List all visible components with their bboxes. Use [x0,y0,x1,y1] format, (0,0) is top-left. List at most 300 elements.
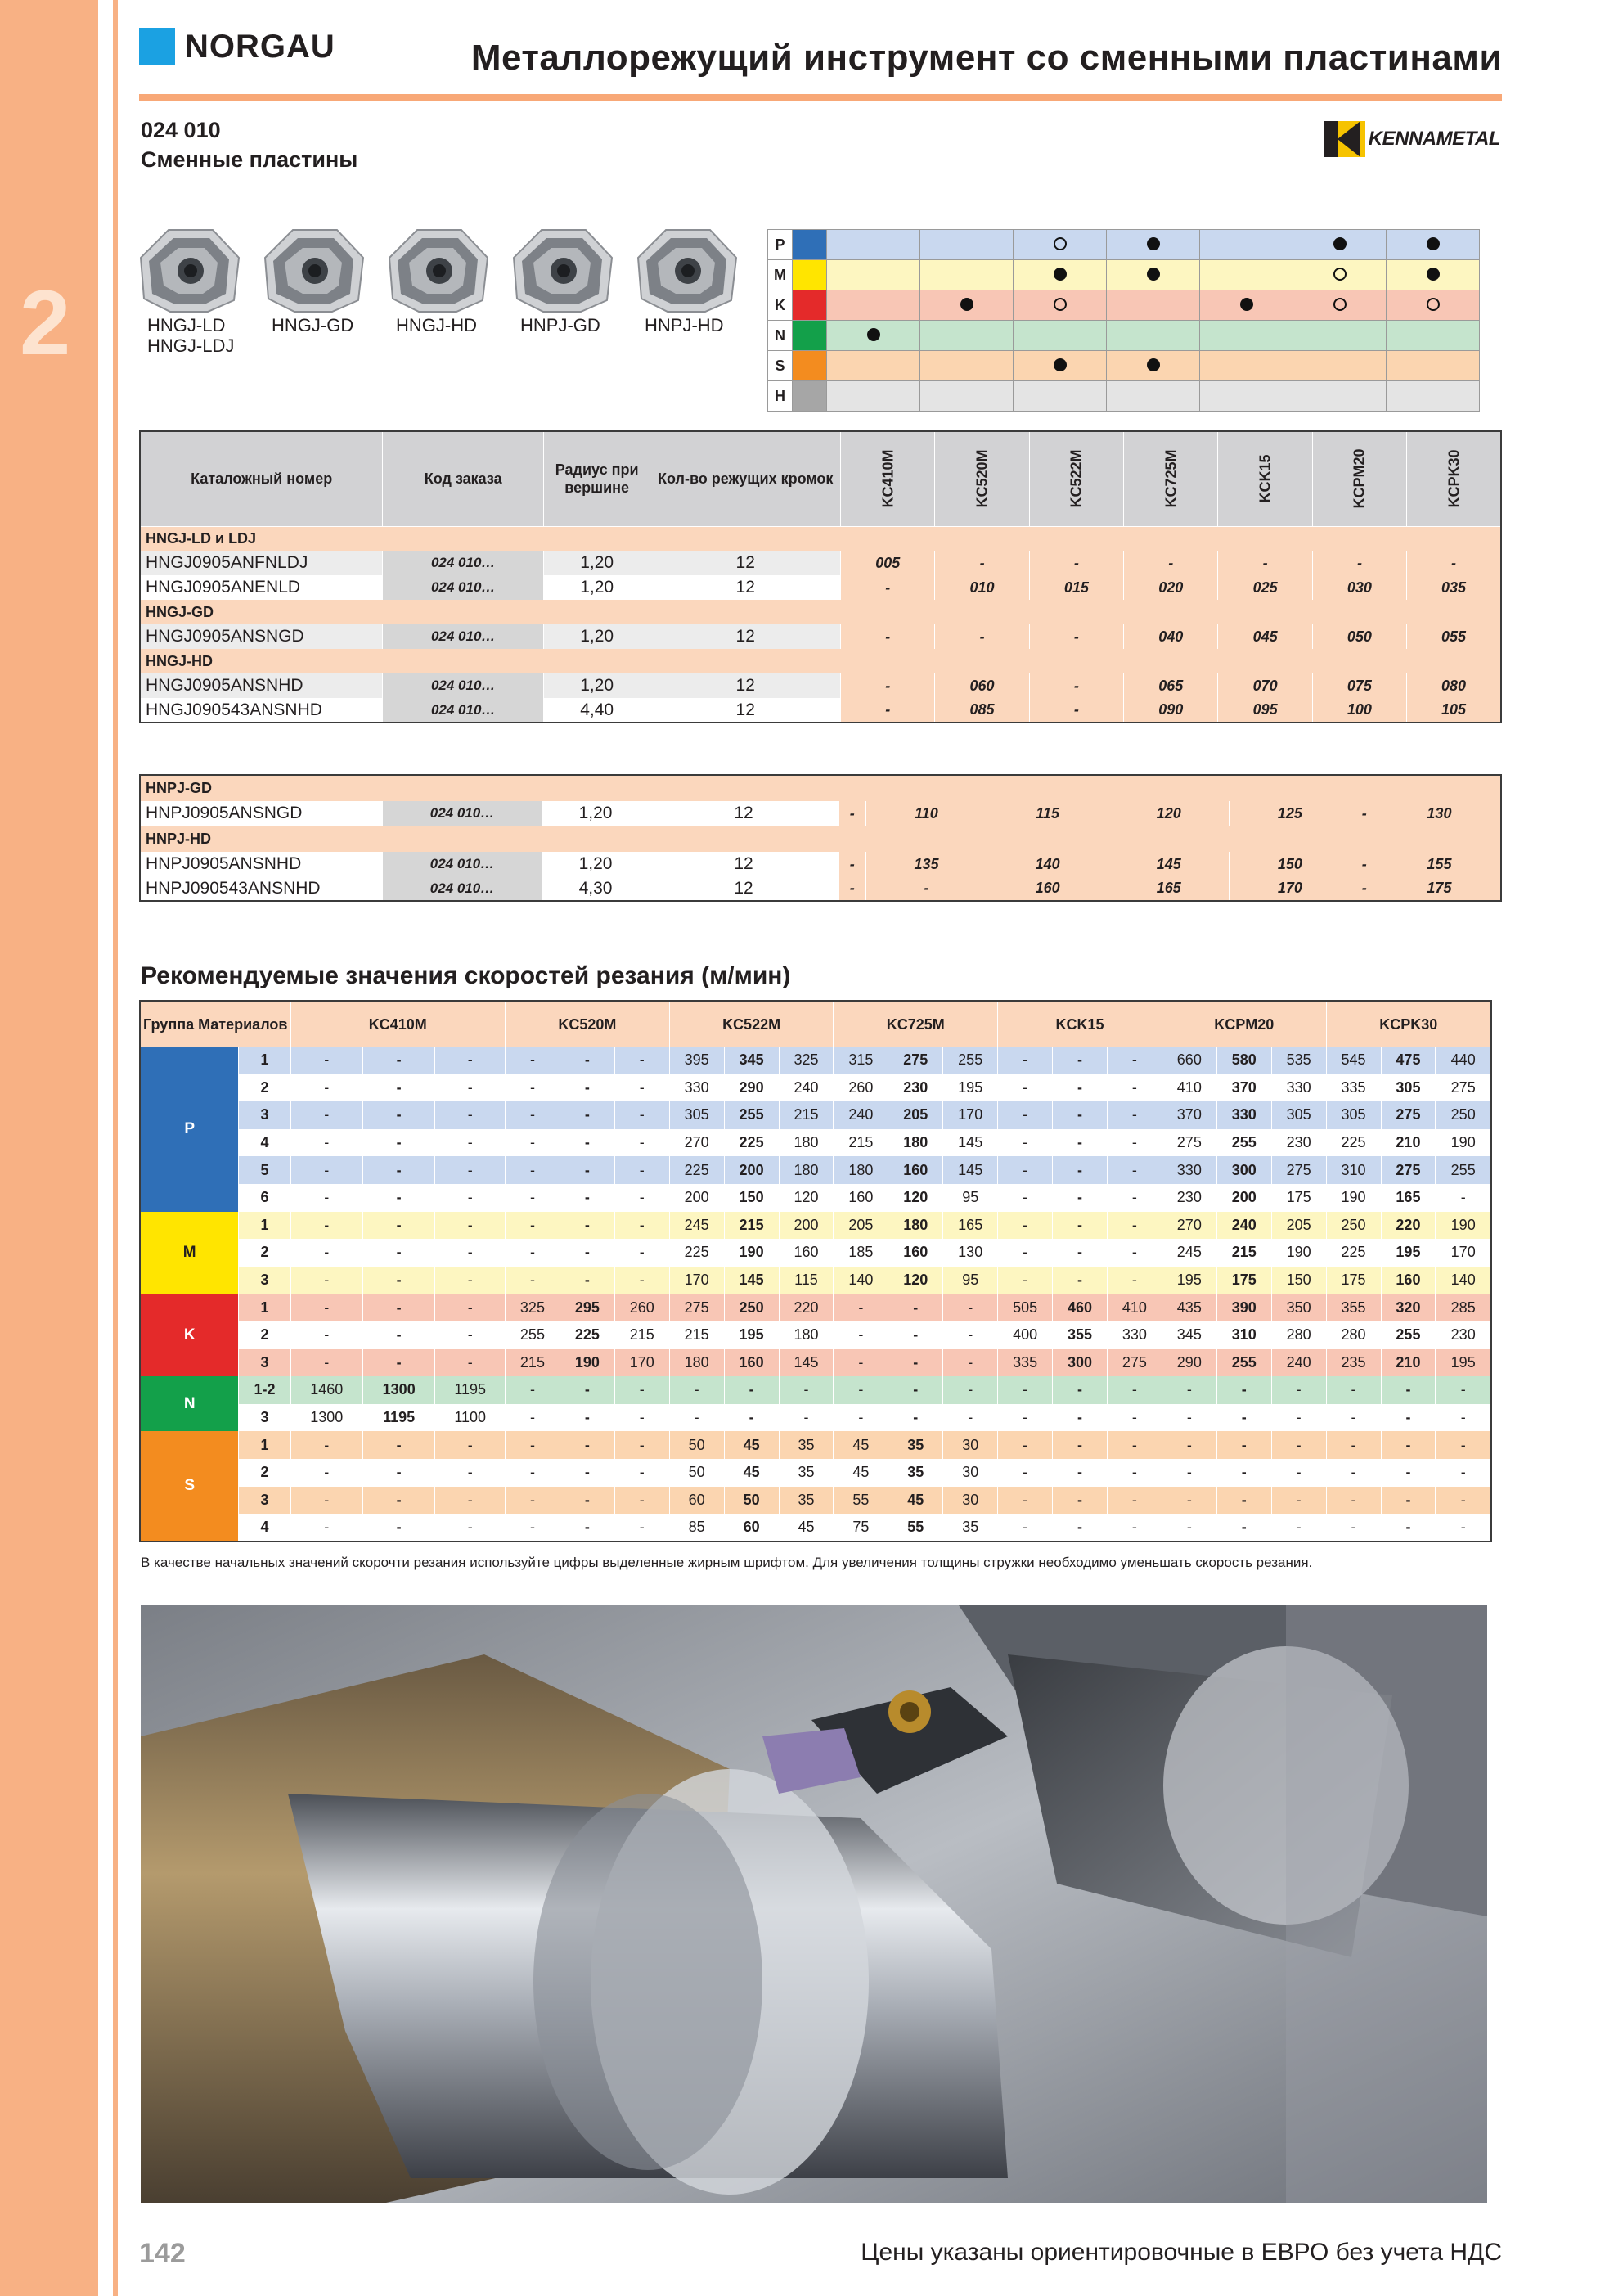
speed-value: 275 [888,1047,943,1074]
speed-value: - [834,1321,888,1349]
speed-subgroup: 4 [239,1129,290,1157]
grade-header: KCK15 [1218,431,1312,526]
speed-value: - [1381,1404,1436,1432]
catalog-number: HNPJ0905ANSNGD [140,801,382,826]
speed-value: - [1107,1267,1162,1294]
speed-value: - [614,1267,669,1294]
speed-value: 130 [943,1239,998,1267]
material-row [768,230,1480,260]
catalog-number: HNGJ090543ANSNHD [140,698,383,723]
speed-value: - [560,1267,614,1294]
grade-order-suffix: - [1351,852,1378,876]
speed-value: - [506,1431,560,1459]
catalog-group-row [140,775,1501,801]
speed-value: 300 [1053,1349,1108,1377]
catalog-group-name: HNGJ-LD и LDJ [140,526,1501,551]
applicability-cell [827,230,920,260]
speed-value: - [290,1514,362,1542]
applicability-cell [1387,321,1480,351]
grade-header: KC725M [1124,431,1218,526]
speed-value: - [1162,1514,1216,1542]
speed-value: 280 [1271,1321,1326,1349]
grade-order-suffix: 025 [1218,575,1312,600]
speed-value: 55 [888,1514,943,1542]
applicability-cell [827,351,920,381]
speed-value: 160 [888,1156,943,1184]
speed-value: - [560,1047,614,1074]
speed-value: - [1107,1404,1162,1432]
material-color-swatch [793,230,827,260]
applicability-cell [1200,381,1293,412]
speed-value: - [1216,1459,1271,1487]
secondary-application-ring-icon [1333,268,1347,281]
speed-value: - [506,1184,560,1212]
speed-subgroup: 4 [239,1514,290,1542]
insert-label-secondary: HNGJ-LDJ [147,335,235,356]
corner-radius: 1,20 [542,801,649,826]
speed-value: - [1381,1376,1436,1404]
insert-label: HNPJ-GD [520,315,600,335]
applicability-cell [1014,351,1107,381]
speed-value: - [1107,1212,1162,1240]
speed-value: 35 [779,1487,834,1515]
speed-value: - [614,1212,669,1240]
material-applicability-table [767,229,1480,412]
grade-order-suffix: 145 [1108,852,1230,876]
insert-label: HNGJ-GD [272,315,354,335]
speed-value: 290 [724,1074,779,1102]
speed-value: - [1436,1459,1491,1487]
speed-value: - [1053,1376,1108,1404]
speed-value: - [362,1514,434,1542]
primary-application-dot-icon [1427,268,1440,281]
speed-row [140,1321,1491,1349]
logo-square-icon [139,28,175,65]
speed-value: - [560,1239,614,1267]
catalog-row [140,575,1501,600]
applicability-cell [1014,230,1107,260]
speed-value: 240 [1216,1212,1271,1240]
speed-value: - [506,1239,560,1267]
speed-grade-header: KCPK30 [1326,1001,1491,1047]
speed-value: - [943,1376,998,1404]
speed-value: - [290,1047,362,1074]
speed-value: - [290,1156,362,1184]
speed-value: - [1271,1376,1326,1404]
speed-value: 660 [1162,1047,1216,1074]
grade-order-suffix: 060 [935,673,1029,698]
speed-value: - [834,1404,888,1432]
speed-value: - [998,1184,1053,1212]
speed-value: 240 [779,1074,834,1102]
grade-order-suffix: - [1218,551,1312,575]
catalog-row [140,801,1501,826]
speed-value: - [435,1514,506,1542]
applicability-cell [827,290,920,321]
grade-order-suffix: 165 [1108,876,1230,901]
speed-value: 330 [1162,1156,1216,1184]
grade-order-suffix: - [935,551,1029,575]
primary-application-dot-icon [1147,268,1160,281]
speed-value: 35 [779,1459,834,1487]
speed-value: - [362,1267,434,1294]
catalog-number: HNGJ0905ANSNHD [140,673,383,698]
speed-value: 145 [724,1267,779,1294]
speed-value: 440 [1436,1047,1491,1074]
speed-value: 140 [1436,1267,1491,1294]
speed-value: 295 [560,1294,614,1321]
grade-header: KC410M [841,431,935,526]
speed-value: 325 [779,1047,834,1074]
primary-application-dot-icon [1427,237,1440,250]
grade-order-suffix: 080 [1407,673,1501,698]
speed-value: 320 [1381,1294,1436,1321]
speed-value: 45 [888,1487,943,1515]
speed-value: - [1381,1487,1436,1515]
speed-value: 205 [1271,1212,1326,1240]
speed-row [140,1184,1491,1212]
speed-value: - [669,1404,724,1432]
speed-value: 145 [943,1129,998,1157]
grade-header: KCPK30 [1407,431,1501,526]
speed-subgroup: 1 [239,1294,290,1321]
speed-value: 305 [1381,1074,1436,1102]
speed-value: - [1107,1487,1162,1515]
speed-value: 345 [724,1047,779,1074]
speed-value: 395 [669,1047,724,1074]
speed-value: - [506,1459,560,1487]
speed-value: 335 [998,1349,1053,1377]
speed-value: 45 [779,1514,834,1542]
speed-value: 230 [888,1074,943,1102]
grade-order-suffix: 070 [1218,673,1312,698]
speed-value: 325 [506,1294,560,1321]
speed-subgroup: 2 [239,1321,290,1349]
speed-material-letter: S [140,1431,239,1541]
catalog-group-name: HNPJ-HD [140,826,1501,852]
speed-value: 355 [1053,1321,1108,1349]
speed-value: 30 [943,1431,998,1459]
grade-order-suffix: - [841,575,935,600]
speed-value: - [560,1376,614,1404]
speed-value: 75 [834,1514,888,1542]
speed-value: - [290,1074,362,1102]
speed-note: В качестве начальных значений скорочти резания используйте цифры выделенные жирным шрифтом. Для увеличения толщины стружки необходимо уменьшать скорость резания. [141,1555,1313,1570]
speed-value: 255 [1381,1321,1436,1349]
grade-order-suffix: - [1312,551,1406,575]
speed-value: - [506,1129,560,1157]
insert-card [386,225,501,335]
speed-value: - [614,1431,669,1459]
speed-value: - [1107,1129,1162,1157]
speed-value: 210 [1381,1129,1436,1157]
catalog-table-hnpj [139,774,1502,902]
speed-value: - [943,1321,998,1349]
chapter-number: 2 [20,272,71,374]
speed-subgroup: 6 [239,1184,290,1212]
applicability-cell [920,290,1014,321]
speed-value: 220 [779,1294,834,1321]
speed-value: - [506,1047,560,1074]
speeds-title: Рекомендуемые значения скоростей резания (м/мин) [141,962,791,989]
speed-value: - [1162,1487,1216,1515]
speed-value: 55 [834,1487,888,1515]
grade-header: KC520M [935,431,1029,526]
grade-order-suffix: - [841,698,935,723]
speed-value: - [1107,1514,1162,1542]
speed-subgroup: 1 [239,1212,290,1240]
grade-order-suffix: 170 [1230,876,1351,901]
applicability-cell [1200,230,1293,260]
speed-value: - [560,1431,614,1459]
speed-value: 1300 [290,1404,362,1432]
applicability-cell [1387,351,1480,381]
speed-value: - [560,1101,614,1129]
speed-value: - [614,1129,669,1157]
speed-value: - [560,1184,614,1212]
speed-value: - [1107,1376,1162,1404]
speed-value: - [1053,1129,1108,1157]
speed-subgroup: 1 [239,1047,290,1074]
speed-value: 30 [943,1459,998,1487]
speed-value: 335 [1326,1074,1381,1102]
material-letter: M [768,260,793,290]
speed-value: 200 [724,1156,779,1184]
grade-order-suffix: 105 [1407,698,1501,723]
applicability-cell [1200,321,1293,351]
material-row [768,381,1480,412]
speed-value: 190 [560,1349,614,1377]
speed-value: - [614,1074,669,1102]
speed-value: - [1436,1431,1491,1459]
page-title: Металлорежущий инструмент со сменными пластинами [470,38,1502,78]
order-code: 024 010… [382,801,542,826]
speed-value: 230 [1436,1321,1491,1349]
corner-radius: 1,20 [542,852,649,876]
speed-row [140,1376,1491,1404]
speed-value: - [1053,1212,1108,1240]
speed-value: 45 [834,1431,888,1459]
speed-value: 180 [888,1129,943,1157]
speed-value: 215 [614,1321,669,1349]
speed-value: 190 [1436,1212,1491,1240]
speed-value: - [1107,1239,1162,1267]
applicability-cell [1014,260,1107,290]
catalog-row [140,551,1501,575]
applicability-cell [1107,321,1200,351]
speed-value: - [290,1487,362,1515]
speed-value: - [1107,1156,1162,1184]
speed-value: - [1326,1487,1381,1515]
material-letter: P [768,230,793,260]
speed-value: 190 [724,1239,779,1267]
speed-value: 250 [724,1294,779,1321]
speed-value: 460 [1053,1294,1108,1321]
catalog-row [140,698,1501,723]
speed-value: 195 [1436,1349,1491,1377]
applicability-cell [1107,260,1200,290]
speed-value: - [943,1404,998,1432]
corner-radius: 1,20 [543,624,650,649]
edge-count: 12 [650,698,841,723]
speed-value: - [1107,1074,1162,1102]
speed-value: 190 [1271,1239,1326,1267]
speed-value: 150 [1271,1267,1326,1294]
grade-order-suffix: 115 [987,801,1108,826]
norgau-logo [139,28,335,65]
speed-value: - [435,1156,506,1184]
speed-value: 1300 [362,1376,434,1404]
speed-value: - [290,1294,362,1321]
speed-value: 85 [669,1514,724,1542]
speed-row [140,1074,1491,1102]
speed-value: 205 [888,1101,943,1129]
insert-card [510,225,625,335]
speed-value: - [290,1212,362,1240]
speed-value: - [435,1431,506,1459]
catalog-number: HNPJ090543ANSNHD [140,876,382,901]
grade-order-suffix: 155 [1378,852,1501,876]
speed-value: - [998,1514,1053,1542]
catalog-number: HNGJ0905ANENLD [140,575,383,600]
speed-value: - [435,1294,506,1321]
edge-count: 12 [650,551,841,575]
speed-value: - [998,1487,1053,1515]
speed-value: - [560,1212,614,1240]
speed-value: - [1053,1239,1108,1267]
speed-value: 30 [943,1487,998,1515]
speed-value: 330 [1216,1101,1271,1129]
speed-material-letter: K [140,1294,239,1376]
speed-value: 1195 [435,1376,506,1404]
speed-value: - [435,1459,506,1487]
speed-value: - [1216,1376,1271,1404]
catalog-row [140,876,1501,901]
speed-value: - [724,1376,779,1404]
speed-value: 50 [669,1431,724,1459]
applicability-cell [1293,351,1387,381]
grade-order-suffix: 075 [1312,673,1406,698]
speed-value: 280 [1326,1321,1381,1349]
grade-order-suffix: 035 [1407,575,1501,600]
speed-value: 270 [1162,1212,1216,1240]
grade-order-suffix: - [1124,551,1218,575]
kennametal-k-icon [1324,121,1365,157]
grade-order-suffix: - [1351,801,1378,826]
speed-grade-header: KC522M [669,1001,834,1047]
lathe-photo-illustration [141,1605,1487,2203]
speed-value: - [435,1074,506,1102]
speed-value: - [834,1294,888,1321]
applicability-cell [1107,381,1200,412]
applicability-cell [920,351,1014,381]
secondary-application-ring-icon [1054,237,1067,250]
grade-order-suffix: - [1029,624,1123,649]
header-edges: Кол-во режущих кромок [650,431,841,526]
grade-order-suffix: 130 [1378,801,1501,826]
applicability-cell [1200,290,1293,321]
speed-value: 195 [1381,1239,1436,1267]
speed-value: 190 [1326,1184,1381,1212]
speed-value: - [362,1294,434,1321]
speed-value: - [998,1156,1053,1184]
catalog-table [139,430,1502,723]
primary-application-dot-icon [1147,358,1160,371]
grade-order-suffix: 140 [987,852,1108,876]
speed-row [140,1239,1491,1267]
speed-value: - [669,1376,724,1404]
speed-value: 95 [943,1184,998,1212]
speed-value: - [724,1404,779,1432]
speed-value: 330 [669,1074,724,1102]
speed-value: - [1216,1514,1271,1542]
sidebar-stripe [0,0,98,2296]
speed-subgroup: 3 [239,1487,290,1515]
speed-value: 275 [1381,1156,1436,1184]
speed-value: - [290,1321,362,1349]
header-catalog: Каталожный номер [140,431,383,526]
material-letter: H [768,381,793,412]
speed-value: 215 [779,1101,834,1129]
speed-value: 230 [1162,1184,1216,1212]
speed-value: - [506,1514,560,1542]
corner-radius: 4,40 [543,698,650,723]
header-rule [139,94,1502,101]
speed-value: 215 [724,1212,779,1240]
insert-label: HNPJ-HD [645,315,724,335]
grade-order-suffix: - [935,624,1029,649]
speed-value: - [998,1212,1053,1240]
grade-order-suffix: - [1407,551,1501,575]
speed-grade-header: KC520M [506,1001,670,1047]
secondary-application-ring-icon [1054,298,1067,311]
speed-value: - [506,1487,560,1515]
speed-row [140,1404,1491,1432]
edge-count: 12 [649,852,838,876]
speed-value: - [888,1376,943,1404]
speed-value: - [435,1487,506,1515]
catalog-row [140,673,1501,698]
speed-value: - [614,1514,669,1542]
grade-order-suffix: - [1351,876,1378,901]
speed-value: 180 [779,1321,834,1349]
speed-row [140,1212,1491,1240]
applicability-cell [1014,290,1107,321]
speed-value: 195 [1162,1267,1216,1294]
speed-value: - [1271,1487,1326,1515]
grade-order-suffix: 160 [987,876,1108,901]
grade-order-suffix: 095 [1218,698,1312,723]
grade-order-suffix: 110 [865,801,987,826]
speed-value: 180 [669,1349,724,1377]
speed-value: - [362,1047,434,1074]
speed-grade-header: KCK15 [998,1001,1162,1047]
insert-label: HNGJ-HD [396,315,477,335]
applicability-cell [1387,381,1480,412]
catalog-number: HNPJ0905ANSNHD [140,852,382,876]
speed-value: - [1053,1514,1108,1542]
speed-value: 275 [1381,1101,1436,1129]
speed-value: - [888,1404,943,1432]
grade-order-suffix: 175 [1378,876,1501,901]
speed-value: 475 [1381,1047,1436,1074]
speed-value: - [435,1239,506,1267]
hexagonal-insert-icon [137,225,244,315]
speed-value: - [1053,1459,1108,1487]
speed-value: 50 [669,1459,724,1487]
material-row [768,290,1480,321]
speed-value: 210 [1381,1349,1436,1377]
